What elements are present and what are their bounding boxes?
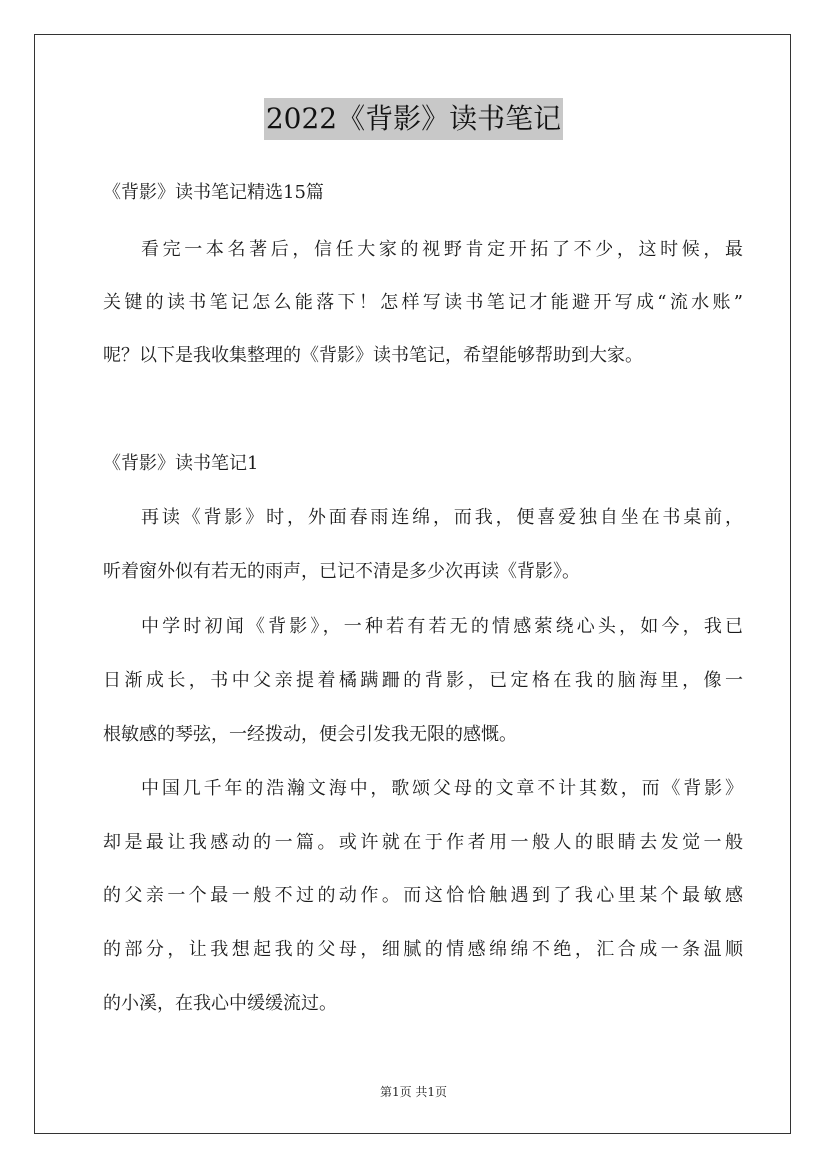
para2-line-1: 中学时初闻《背影》，一种若有若无的情感萦绕心头，如今，我已 [141, 616, 743, 637]
para3-line-5: 的小溪，在我心中缓缓流过。 [103, 993, 337, 1014]
section-heading: 《背影》读书笔记1 [103, 453, 259, 474]
para3-line-2: 却是最让我感动的一篇。或许就在于作者用一般人的眼睛去发觉一般 [103, 832, 743, 853]
para1-line-1: 再读《背影》时，外面春雨连绵，而我，便喜爱独自坐在书桌前， [141, 507, 743, 528]
para1-line-2: 听着窗外似有若无的雨声，已记不清是多少次再读《背影》。 [103, 561, 580, 582]
document-title: 2022《背影》读书笔记 [264, 98, 563, 140]
intro-line-1: 看完一本名著后，信任大家的视野肯定开拓了不少，这时候，最 [141, 239, 743, 260]
para3-line-1: 中国几千年的浩瀚文海中，歌颂父母的文章不计其数，而《背影》 [141, 778, 743, 799]
intro-line-3: 呢？以下是我收集整理的《背影》读书笔记，希望能够帮助到大家。 [103, 345, 643, 366]
para2-line-3: 根敏感的琴弦，一经拨动，便会引发我无限的感慨。 [103, 724, 517, 745]
para2-line-2: 日渐成长，书中父亲提着橘蹒跚的背影，已定格在我的脑海里，像一 [103, 670, 743, 691]
para3-line-4: 的部分，让我想起我的父母，细腻的情感绵绵不绝，汇合成一条温顺 [103, 939, 743, 960]
title-container [0, 98, 827, 140]
para3-line-3: 的父亲一个最一般不过的动作。而这恰恰触遇到了我心里某个最敏感 [103, 885, 743, 906]
page-footer: 第1页 共1页 [379, 1085, 448, 1099]
document-subtitle: 《背影》读书笔记精选15篇 [103, 182, 324, 203]
intro-line-2: 关键的读书笔记怎么能落下！怎样写读书笔记才能避开写成“流水账” [103, 292, 743, 313]
